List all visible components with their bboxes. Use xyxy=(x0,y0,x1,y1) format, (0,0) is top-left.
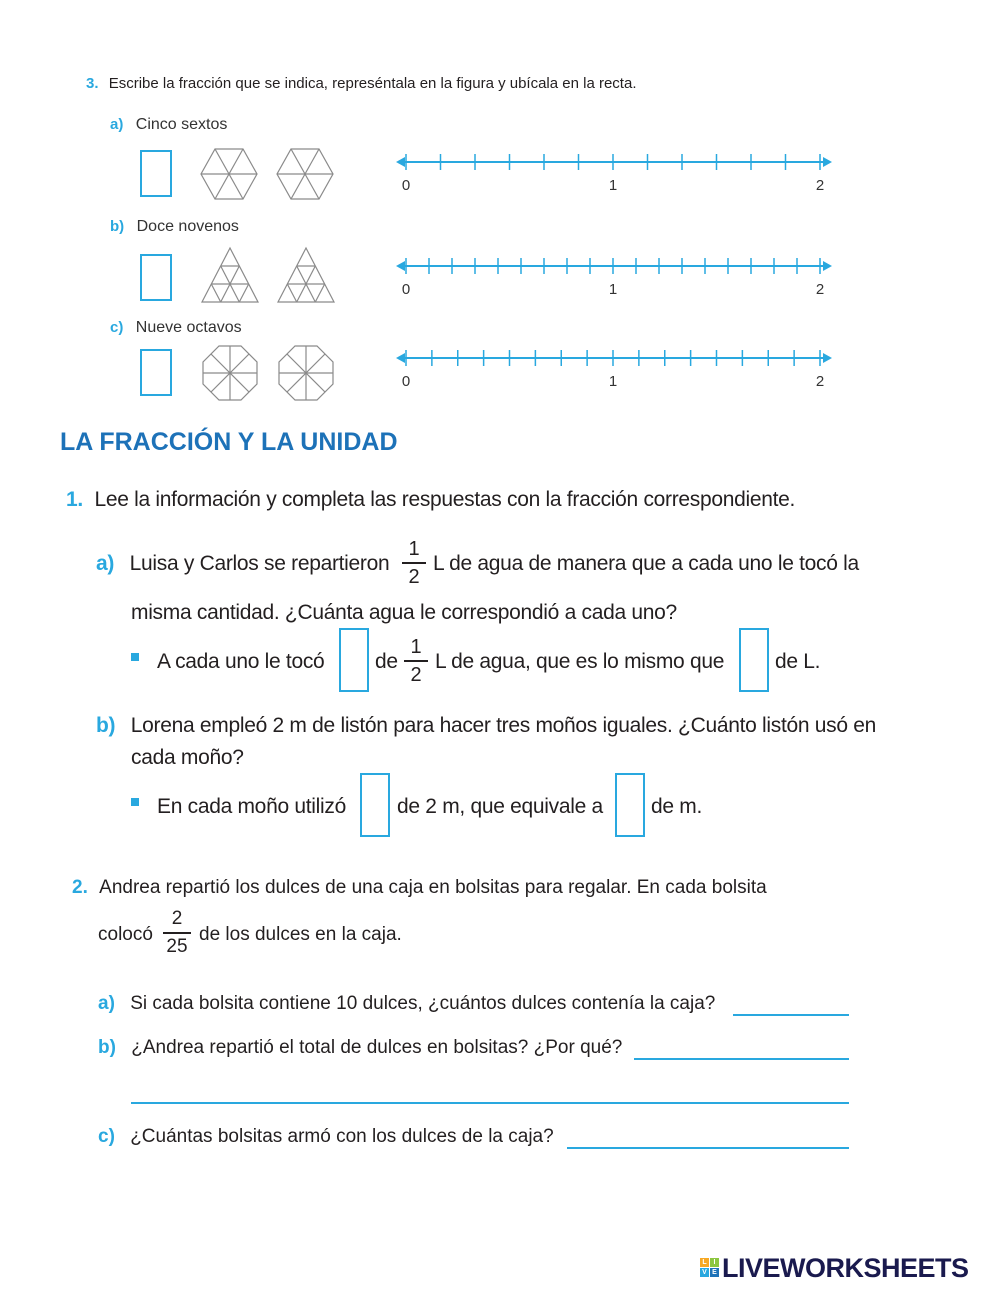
octagon-figures xyxy=(200,344,340,402)
option-letter: b) xyxy=(98,1037,116,1058)
fraction-numerator: 1 xyxy=(410,636,422,658)
answer-line-2a[interactable] xyxy=(733,1014,849,1016)
answer-1b-mid: de 2 m, que equivale a xyxy=(397,795,603,818)
arrow-right-icon xyxy=(823,353,832,363)
question-text: Si cada bolsita contiene 10 dulces, ¿cuántos dulces contenía la caja? xyxy=(130,993,716,1014)
fraction-one-half xyxy=(402,538,426,588)
answer-line-2c[interactable] xyxy=(567,1147,849,1149)
question-text: Lorena empleó 2 m de listón para hacer tres moños iguales. ¿Cuánto listón usó en xyxy=(130,714,877,737)
triangle-shape-1[interactable] xyxy=(202,248,258,302)
question-text: ¿Andrea repartió el total de dulces en bolsitas? ¿Por qué? xyxy=(131,1037,623,1058)
arrow-left-icon xyxy=(396,353,405,363)
hexagon-shape-1[interactable] xyxy=(201,149,257,199)
bullet-icon xyxy=(131,798,139,806)
answer-line-2b-2[interactable] xyxy=(131,1102,849,1104)
fraction-answer-box-3a[interactable] xyxy=(140,150,172,197)
option-letter: a) xyxy=(98,993,115,1014)
section-3-number: 3. xyxy=(86,75,99,92)
answer-1a-mid: L de agua, que es lo mismo que xyxy=(435,650,725,673)
number-line-label: 1 xyxy=(608,281,618,298)
section-1-instruction xyxy=(66,488,795,512)
triangle-figures xyxy=(200,246,340,304)
fraction-denominator: 25 xyxy=(166,936,188,957)
logo-letter: E xyxy=(710,1268,719,1277)
number-line-label: 0 xyxy=(401,373,411,390)
instruction-text: Lee la información y completa las respuestas con la fracción correspondiente. xyxy=(94,488,796,511)
question-text: Luisa y Carlos se repartieron xyxy=(129,552,390,575)
question-2b xyxy=(98,1037,622,1059)
fraction-numerator: 1 xyxy=(408,538,420,560)
item-1b-line1 xyxy=(96,714,876,738)
number-line-3b[interactable] xyxy=(396,254,836,300)
logo-letter: L xyxy=(700,1258,709,1267)
fraction-denominator: 2 xyxy=(410,664,422,686)
answer-1a-post: de L. xyxy=(775,650,821,673)
answer-box-1a-2[interactable] xyxy=(739,628,769,692)
section-heading: LA FRACCIÓN Y LA UNIDAD xyxy=(60,428,398,456)
answer-box-1b-1[interactable] xyxy=(360,773,390,837)
number-line-3c[interactable] xyxy=(396,346,836,392)
brand-name: LIVEWORKSHEETS xyxy=(722,1253,969,1283)
triangle-shape-2[interactable] xyxy=(278,248,334,302)
octagon-shape-1[interactable] xyxy=(203,346,257,400)
bullet-icon xyxy=(131,653,139,661)
section-1-number: 1. xyxy=(66,488,83,511)
fraction-answer-box-3b[interactable] xyxy=(140,254,172,301)
fraction-answer-box-3c[interactable] xyxy=(140,349,172,396)
item-1a-line1 xyxy=(96,552,389,576)
item-1a-line1-post: L de agua de manera que a cada uno le tocó la xyxy=(433,552,859,575)
fraction-two-25 xyxy=(163,908,191,958)
item-3a-label xyxy=(110,116,227,134)
answer-line-2b-1[interactable] xyxy=(634,1058,849,1060)
answer-1b-post: de m. xyxy=(651,795,703,818)
option-label: Cinco sextos xyxy=(135,116,228,133)
option-letter: c) xyxy=(110,319,124,336)
arrow-right-icon xyxy=(823,261,832,271)
option-letter: b) xyxy=(96,714,116,737)
arrow-left-icon xyxy=(396,157,405,167)
instruction-text: Escribe la fracción que se indica, represéntala en la figura y ubícala en la recta. xyxy=(108,75,637,92)
section-2-line2-post: de los dulces en la caja. xyxy=(199,924,402,945)
option-letter: c) xyxy=(98,1126,115,1147)
hexagon-figures xyxy=(200,146,340,202)
number-line-label: 0 xyxy=(401,177,411,194)
answer-1b-pre: En cada moño utilizó xyxy=(157,795,346,818)
answer-1a-de: de xyxy=(375,650,398,673)
answer-1a-pre: A cada uno le tocó xyxy=(157,650,325,673)
logo-letter: I xyxy=(710,1258,719,1267)
number-line-3a[interactable] xyxy=(396,150,836,196)
section-3-instruction xyxy=(86,75,637,92)
option-label: Doce novenos xyxy=(136,218,239,235)
octagon-shape-2[interactable] xyxy=(279,346,333,400)
section-2-line2-pre: colocó xyxy=(98,924,153,945)
arrow-left-icon xyxy=(396,261,405,271)
number-line-label: 1 xyxy=(608,373,618,390)
fraction-numerator: 2 xyxy=(171,908,183,929)
item-3c-label xyxy=(110,319,242,337)
number-line-label: 1 xyxy=(608,177,618,194)
option-letter: b) xyxy=(110,218,125,235)
section-2-text: Andrea repartió los dulces de una caja en bolsitas para regalar. En cada bolsita xyxy=(99,877,767,898)
fraction-denominator: 2 xyxy=(408,566,420,588)
number-line-label: 2 xyxy=(815,373,825,390)
option-letter: a) xyxy=(110,116,124,133)
item-1b-line2: cada moño? xyxy=(131,746,244,769)
item-1a-line2: misma cantidad. ¿Cuánta agua le correspondió a cada uno? xyxy=(131,601,677,624)
liveworksheets-logo-icon xyxy=(700,1258,720,1278)
hexagon-shape-2[interactable] xyxy=(277,149,333,199)
option-label: Nueve octavos xyxy=(135,319,242,336)
number-line-label: 2 xyxy=(815,281,825,298)
answer-box-1a-1[interactable] xyxy=(339,628,369,692)
logo-letter: V xyxy=(700,1268,709,1277)
question-text: ¿Cuántas bolsitas armó con los dulces de la caja? xyxy=(130,1126,554,1147)
arrow-right-icon xyxy=(823,157,832,167)
number-line-label: 0 xyxy=(401,281,411,298)
item-3b-label xyxy=(110,218,239,236)
number-line-label: 2 xyxy=(815,177,825,194)
section-2-number: 2. xyxy=(72,877,88,898)
question-2a xyxy=(98,993,715,1015)
fraction-one-half-answer xyxy=(404,636,428,686)
question-2c xyxy=(98,1126,554,1148)
section-2-line1 xyxy=(72,877,767,899)
answer-box-1b-2[interactable] xyxy=(615,773,645,837)
option-letter: a) xyxy=(96,552,115,575)
